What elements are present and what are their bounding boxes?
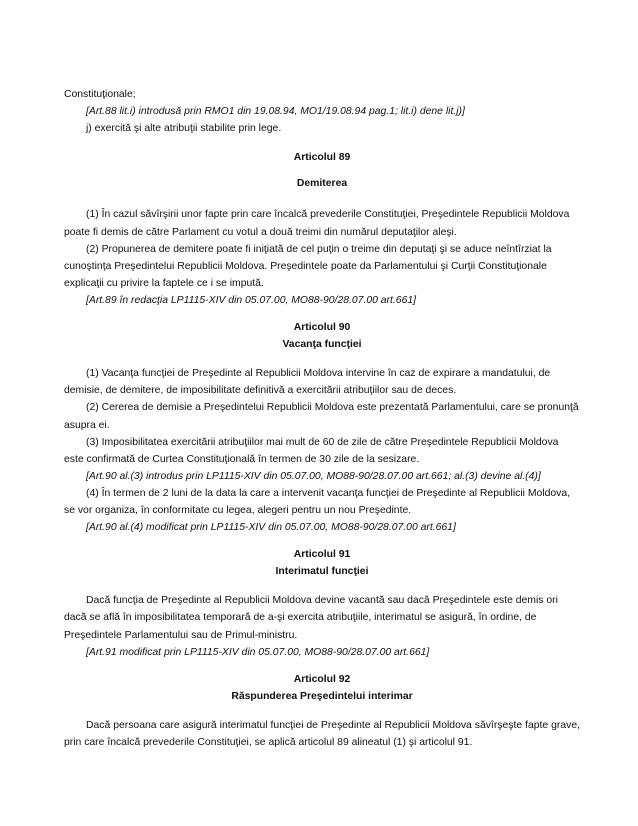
paragraph: (3) Imposibilitatea exercitării atribuţiilor mai mult de 60 de zile de către Preşedintele Republicii Moldova este confirmată de Curtea Constituţională în termen de 30 zile de la sesizare. [64, 436, 559, 465]
paragraph: Dacă persoana care asigură interimatul funcţiei de Preşedinte al Republicii Moldova săvîrşeşte fapte grave, prin care încalcă prevederile Constituţiei, se aplică articolul 89 alineatul (1) şi articolul 91. [64, 719, 580, 748]
paragraph: Dacă funcţia de Preşedinte al Republicii Moldova devine vacantă sau dacă Preşedintele este demis ori dacă se află în imposibilitatea temporară de a-şi exercita atribuţiile, interimatul se asigură, în ordine, de Preşedintele Parlamentului sau de Primul-ministru. [64, 595, 558, 641]
article-title: Articolul 89 [293, 152, 351, 164]
amendment-note: [Art.90 al.(3) introdus prin LP1115-XIV din 05.07.00, MO88-90/28.07.00 art.661; al.(3) devine al.(4)] [86, 470, 541, 482]
article-title: Articolul 90 [293, 322, 351, 334]
article-title: Articolul 91 [293, 549, 351, 561]
amendment-note: [Art.91 modificat prin LP1115-XIV din 05.07.00, MO88-90/28.07.00 art.661] [86, 646, 430, 658]
paragraph: (2) Cererea de demisie a Preşedintelui Republicii Moldova este prezentată Parlamentului, care se pronunţă asupra ei. [64, 402, 579, 431]
intro-line: Constituţionale; [64, 89, 136, 100]
article-subtitle: Răspunderea Preşedintelui interimar [231, 690, 413, 702]
paragraph: (4) În termen de 2 luni de la data la care a intervenit vacanţa funcţiei de Preşedinte al Republicii Moldova, se vor organiza, în conformitate cu legea, alegeri pentru un nou Preşedinte. [64, 487, 571, 516]
amendment-note: [Art.89 în redacţia LP1115-XIV din 05.07.00, MO88-90/28.07.00 art.661] [86, 294, 417, 306]
amendment-note: [Art.88 lit.i) introdusă prin RMO1 din 19.08.94, MO1/19.08.94 pag.1; lit.i) dene lit.j)] [86, 106, 465, 118]
paragraph: (1) În cazul săvîrşirii unor fapte prin care încalcă prevederile Constituţiei, Preşedintele Republicii Moldova poate fi demis de către Parlament cu votul a două treimi din numărul deputaţilor aleşi. [64, 209, 570, 238]
amendment-note: [Art.90 al.(4) modificat prin LP1115-XIV din 05.07.00, MO88-90/28.07.00 art.661] [86, 522, 456, 534]
article-subtitle: Interimatul funcţiei [275, 566, 369, 578]
paragraph: (1) Vacanţa funcţiei de Preşedinte al Republicii Moldova intervine în caz de expirare a mandatului, de demisie, de demitere, de imposibilitate definitivă a exercitării atribuţiilor sau de deces. [64, 368, 551, 397]
article-title: Articolul 92 [293, 673, 351, 685]
article-subtitle: Demiterea [296, 178, 348, 190]
document-body [64, 86, 580, 751]
paragraph: (2) Propunerea de demitere poate fi iniţiată de cel puţin o treime din deputaţi şi se aduce neîntîrziat la cunoştinţa Preşedintelui Republicii Moldova. Preşedintele poate da Parlamentului şi Curţii Constituţionale explicaţii cu privire la faptele ce i se impută. [64, 243, 552, 289]
paragraph: j) exercită şi alte atribuţii stabilite prin lege. [86, 123, 282, 135]
article-subtitle: Vacanţa funcţiei [282, 339, 362, 351]
